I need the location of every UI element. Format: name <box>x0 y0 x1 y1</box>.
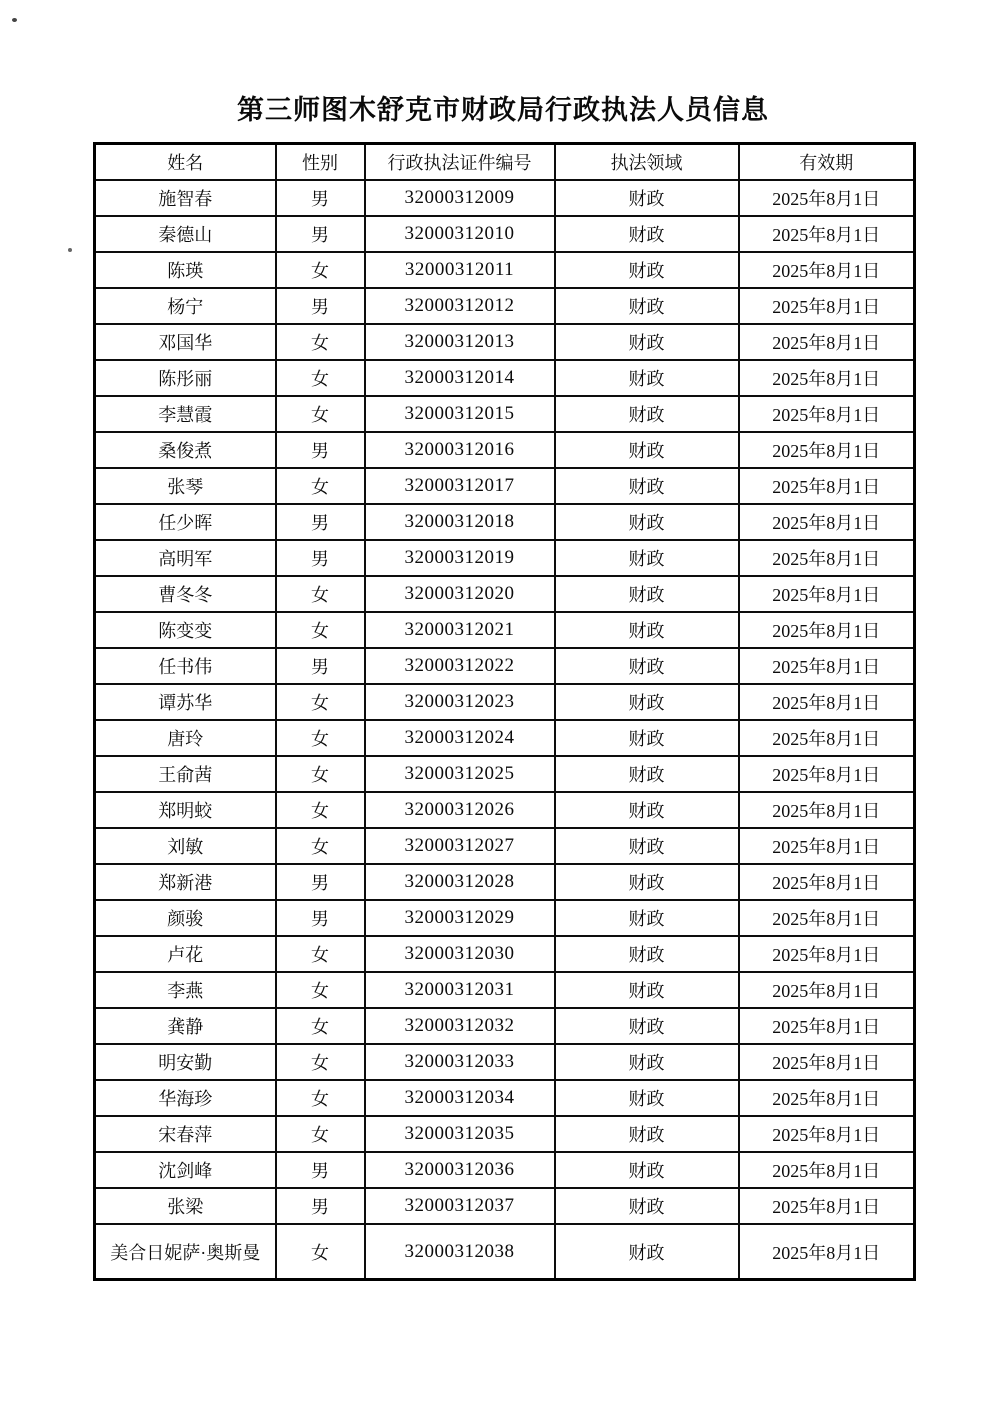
cell-validity-period: 2025年8月1日 <box>739 396 915 432</box>
cell-validity-period: 2025年8月1日 <box>739 648 915 684</box>
table-row <box>95 180 915 216</box>
cell-enforcement-field: 财政 <box>555 756 739 792</box>
cell-gender: 男 <box>276 540 365 576</box>
table-row <box>95 504 915 540</box>
cell-certificate-number: 32000312012 <box>365 288 555 324</box>
cell-enforcement-field: 财政 <box>555 1152 739 1188</box>
cell-gender: 男 <box>276 504 365 540</box>
cell-name: 卢花 <box>95 936 276 972</box>
cell-name: 王俞茜 <box>95 756 276 792</box>
cell-gender: 男 <box>276 648 365 684</box>
cell-certificate-number: 32000312022 <box>365 648 555 684</box>
cell-certificate-number: 32000312030 <box>365 936 555 972</box>
cell-enforcement-field: 财政 <box>555 972 739 1008</box>
cell-certificate-number: 32000312010 <box>365 216 555 252</box>
cell-enforcement-field: 财政 <box>555 720 739 756</box>
cell-validity-period: 2025年8月1日 <box>739 576 915 612</box>
table-row <box>95 900 915 936</box>
cell-name: 李慧霞 <box>95 396 276 432</box>
cell-validity-period: 2025年8月1日 <box>739 684 915 720</box>
cell-enforcement-field: 财政 <box>555 252 739 288</box>
cell-name: 张梁 <box>95 1188 276 1224</box>
cell-enforcement-field: 财政 <box>555 936 739 972</box>
personnel-table <box>93 142 916 1281</box>
cell-enforcement-field: 财政 <box>555 900 739 936</box>
cell-certificate-number: 32000312014 <box>365 360 555 396</box>
cell-validity-period: 2025年8月1日 <box>739 1224 915 1280</box>
cell-name: 张琴 <box>95 468 276 504</box>
cell-certificate-number: 32000312024 <box>365 720 555 756</box>
cell-certificate-number: 32000312017 <box>365 468 555 504</box>
cell-enforcement-field: 财政 <box>555 324 739 360</box>
cell-name: 谭苏华 <box>95 684 276 720</box>
cell-validity-period: 2025年8月1日 <box>739 180 915 216</box>
cell-name: 明安勤 <box>95 1044 276 1080</box>
table-row <box>95 576 915 612</box>
header-certificate-number: 行政执法证件编号 <box>365 144 555 181</box>
table-row <box>95 1080 915 1116</box>
cell-name: 杨宁 <box>95 288 276 324</box>
cell-validity-period: 2025年8月1日 <box>739 216 915 252</box>
cell-certificate-number: 32000312028 <box>365 864 555 900</box>
cell-gender: 男 <box>276 432 365 468</box>
cell-gender: 女 <box>276 612 365 648</box>
table-row <box>95 396 915 432</box>
cell-gender: 男 <box>276 1152 365 1188</box>
cell-enforcement-field: 财政 <box>555 612 739 648</box>
table-row <box>95 936 915 972</box>
cell-enforcement-field: 财政 <box>555 1080 739 1116</box>
cell-name: 曹冬冬 <box>95 576 276 612</box>
cell-gender: 女 <box>276 1008 365 1044</box>
cell-validity-period: 2025年8月1日 <box>739 324 915 360</box>
cell-validity-period: 2025年8月1日 <box>739 936 915 972</box>
cell-validity-period: 2025年8月1日 <box>739 972 915 1008</box>
cell-validity-period: 2025年8月1日 <box>739 1008 915 1044</box>
cell-validity-period: 2025年8月1日 <box>739 720 915 756</box>
table-row <box>95 468 915 504</box>
cell-name: 秦德山 <box>95 216 276 252</box>
cell-gender: 女 <box>276 1080 365 1116</box>
cell-enforcement-field: 财政 <box>555 1224 739 1280</box>
cell-validity-period: 2025年8月1日 <box>739 504 915 540</box>
cell-validity-period: 2025年8月1日 <box>739 288 915 324</box>
cell-enforcement-field: 财政 <box>555 288 739 324</box>
cell-enforcement-field: 财政 <box>555 396 739 432</box>
cell-enforcement-field: 财政 <box>555 468 739 504</box>
cell-certificate-number: 32000312021 <box>365 612 555 648</box>
cell-certificate-number: 32000312015 <box>365 396 555 432</box>
table-row <box>95 288 915 324</box>
cell-enforcement-field: 财政 <box>555 1008 739 1044</box>
cell-name: 陈彤丽 <box>95 360 276 396</box>
cell-name: 李燕 <box>95 972 276 1008</box>
table-row <box>95 432 915 468</box>
table-row <box>95 1188 915 1224</box>
cell-name: 美合日妮萨·奥斯曼 <box>95 1224 276 1280</box>
cell-certificate-number: 32000312018 <box>365 504 555 540</box>
table-row <box>95 720 915 756</box>
table-body <box>95 180 915 1280</box>
cell-gender: 女 <box>276 576 365 612</box>
cell-certificate-number: 32000312038 <box>365 1224 555 1280</box>
cell-validity-period: 2025年8月1日 <box>739 1188 915 1224</box>
cell-certificate-number: 32000312037 <box>365 1188 555 1224</box>
cell-name: 陈变变 <box>95 612 276 648</box>
table-row <box>95 864 915 900</box>
cell-gender: 女 <box>276 756 365 792</box>
cell-gender: 女 <box>276 1224 365 1280</box>
table-header-row <box>95 144 915 181</box>
cell-certificate-number: 32000312025 <box>365 756 555 792</box>
cell-name: 宋春萍 <box>95 1116 276 1152</box>
cell-enforcement-field: 财政 <box>555 540 739 576</box>
cell-enforcement-field: 财政 <box>555 180 739 216</box>
cell-gender: 女 <box>276 684 365 720</box>
cell-name: 任书伟 <box>95 648 276 684</box>
table-row <box>95 612 915 648</box>
cell-enforcement-field: 财政 <box>555 1188 739 1224</box>
cell-certificate-number: 32000312029 <box>365 900 555 936</box>
table-row <box>95 1044 915 1080</box>
table-row <box>95 972 915 1008</box>
cell-name: 唐玲 <box>95 720 276 756</box>
cell-validity-period: 2025年8月1日 <box>739 1080 915 1116</box>
cell-name: 郑明蛟 <box>95 792 276 828</box>
cell-name: 邓国华 <box>95 324 276 360</box>
cell-certificate-number: 32000312036 <box>365 1152 555 1188</box>
cell-gender: 女 <box>276 972 365 1008</box>
cell-gender: 男 <box>276 864 365 900</box>
cell-certificate-number: 32000312031 <box>365 972 555 1008</box>
cell-name: 施智春 <box>95 180 276 216</box>
table-row <box>95 252 915 288</box>
table-row <box>95 756 915 792</box>
cell-name: 华海珍 <box>95 1080 276 1116</box>
cell-name: 刘敏 <box>95 828 276 864</box>
cell-certificate-number: 32000312013 <box>365 324 555 360</box>
table-row <box>95 648 915 684</box>
cell-enforcement-field: 财政 <box>555 360 739 396</box>
table-row <box>95 792 915 828</box>
header-gender: 性别 <box>276 144 365 181</box>
cell-gender: 男 <box>276 1188 365 1224</box>
cell-enforcement-field: 财政 <box>555 828 739 864</box>
cell-validity-period: 2025年8月1日 <box>739 1044 915 1080</box>
cell-gender: 女 <box>276 828 365 864</box>
cell-gender: 女 <box>276 936 365 972</box>
table-row <box>95 360 915 396</box>
cell-gender: 女 <box>276 396 365 432</box>
cell-gender: 女 <box>276 792 365 828</box>
cell-gender: 女 <box>276 252 365 288</box>
header-validity-period: 有效期 <box>739 144 915 181</box>
header-name: 姓名 <box>95 144 276 181</box>
cell-certificate-number: 32000312009 <box>365 180 555 216</box>
cell-certificate-number: 32000312019 <box>365 540 555 576</box>
cell-gender: 女 <box>276 468 365 504</box>
table-row <box>95 324 915 360</box>
table-row <box>95 540 915 576</box>
cell-certificate-number: 32000312032 <box>365 1008 555 1044</box>
table-row <box>95 1116 915 1152</box>
cell-enforcement-field: 财政 <box>555 864 739 900</box>
table-row <box>95 828 915 864</box>
cell-gender: 男 <box>276 900 365 936</box>
cell-validity-period: 2025年8月1日 <box>739 792 915 828</box>
cell-name: 陈瑛 <box>95 252 276 288</box>
cell-certificate-number: 32000312033 <box>365 1044 555 1080</box>
cell-validity-period: 2025年8月1日 <box>739 756 915 792</box>
cell-certificate-number: 32000312011 <box>365 252 555 288</box>
cell-validity-period: 2025年8月1日 <box>739 828 915 864</box>
table-row <box>95 684 915 720</box>
table-row <box>95 216 915 252</box>
cell-gender: 男 <box>276 216 365 252</box>
cell-certificate-number: 32000312023 <box>365 684 555 720</box>
cell-validity-period: 2025年8月1日 <box>739 612 915 648</box>
cell-certificate-number: 32000312035 <box>365 1116 555 1152</box>
scan-artifact-dot <box>68 248 72 252</box>
cell-enforcement-field: 财政 <box>555 432 739 468</box>
cell-name: 桑俊煮 <box>95 432 276 468</box>
cell-certificate-number: 32000312020 <box>365 576 555 612</box>
table-row <box>95 1152 915 1188</box>
cell-name: 郑新港 <box>95 864 276 900</box>
cell-validity-period: 2025年8月1日 <box>739 900 915 936</box>
cell-validity-period: 2025年8月1日 <box>739 864 915 900</box>
cell-validity-period: 2025年8月1日 <box>739 1116 915 1152</box>
table-row <box>95 1224 915 1280</box>
cell-enforcement-field: 财政 <box>555 504 739 540</box>
cell-certificate-number: 32000312016 <box>365 432 555 468</box>
cell-validity-period: 2025年8月1日 <box>739 432 915 468</box>
table-row <box>95 1008 915 1044</box>
cell-enforcement-field: 财政 <box>555 576 739 612</box>
cell-gender: 女 <box>276 360 365 396</box>
cell-gender: 女 <box>276 720 365 756</box>
cell-gender: 女 <box>276 324 365 360</box>
cell-name: 任少晖 <box>95 504 276 540</box>
cell-enforcement-field: 财政 <box>555 648 739 684</box>
cell-enforcement-field: 财政 <box>555 216 739 252</box>
cell-gender: 女 <box>276 1116 365 1152</box>
cell-enforcement-field: 财政 <box>555 1116 739 1152</box>
cell-validity-period: 2025年8月1日 <box>739 468 915 504</box>
cell-validity-period: 2025年8月1日 <box>739 1152 915 1188</box>
cell-gender: 男 <box>276 288 365 324</box>
cell-gender: 女 <box>276 1044 365 1080</box>
cell-name: 龚静 <box>95 1008 276 1044</box>
cell-certificate-number: 32000312034 <box>365 1080 555 1116</box>
header-enforcement-field: 执法领域 <box>555 144 739 181</box>
cell-name: 高明军 <box>95 540 276 576</box>
cell-validity-period: 2025年8月1日 <box>739 360 915 396</box>
page-title: 第三师图木舒克市财政局行政执法人员信息 <box>237 95 769 125</box>
cell-validity-period: 2025年8月1日 <box>739 540 915 576</box>
cell-enforcement-field: 财政 <box>555 792 739 828</box>
scan-artifact-dot <box>12 18 17 22</box>
cell-gender: 男 <box>276 180 365 216</box>
cell-name: 颜骏 <box>95 900 276 936</box>
cell-validity-period: 2025年8月1日 <box>739 252 915 288</box>
cell-certificate-number: 32000312027 <box>365 828 555 864</box>
cell-enforcement-field: 财政 <box>555 1044 739 1080</box>
cell-certificate-number: 32000312026 <box>365 792 555 828</box>
cell-name: 沈剑峰 <box>95 1152 276 1188</box>
cell-enforcement-field: 财政 <box>555 684 739 720</box>
